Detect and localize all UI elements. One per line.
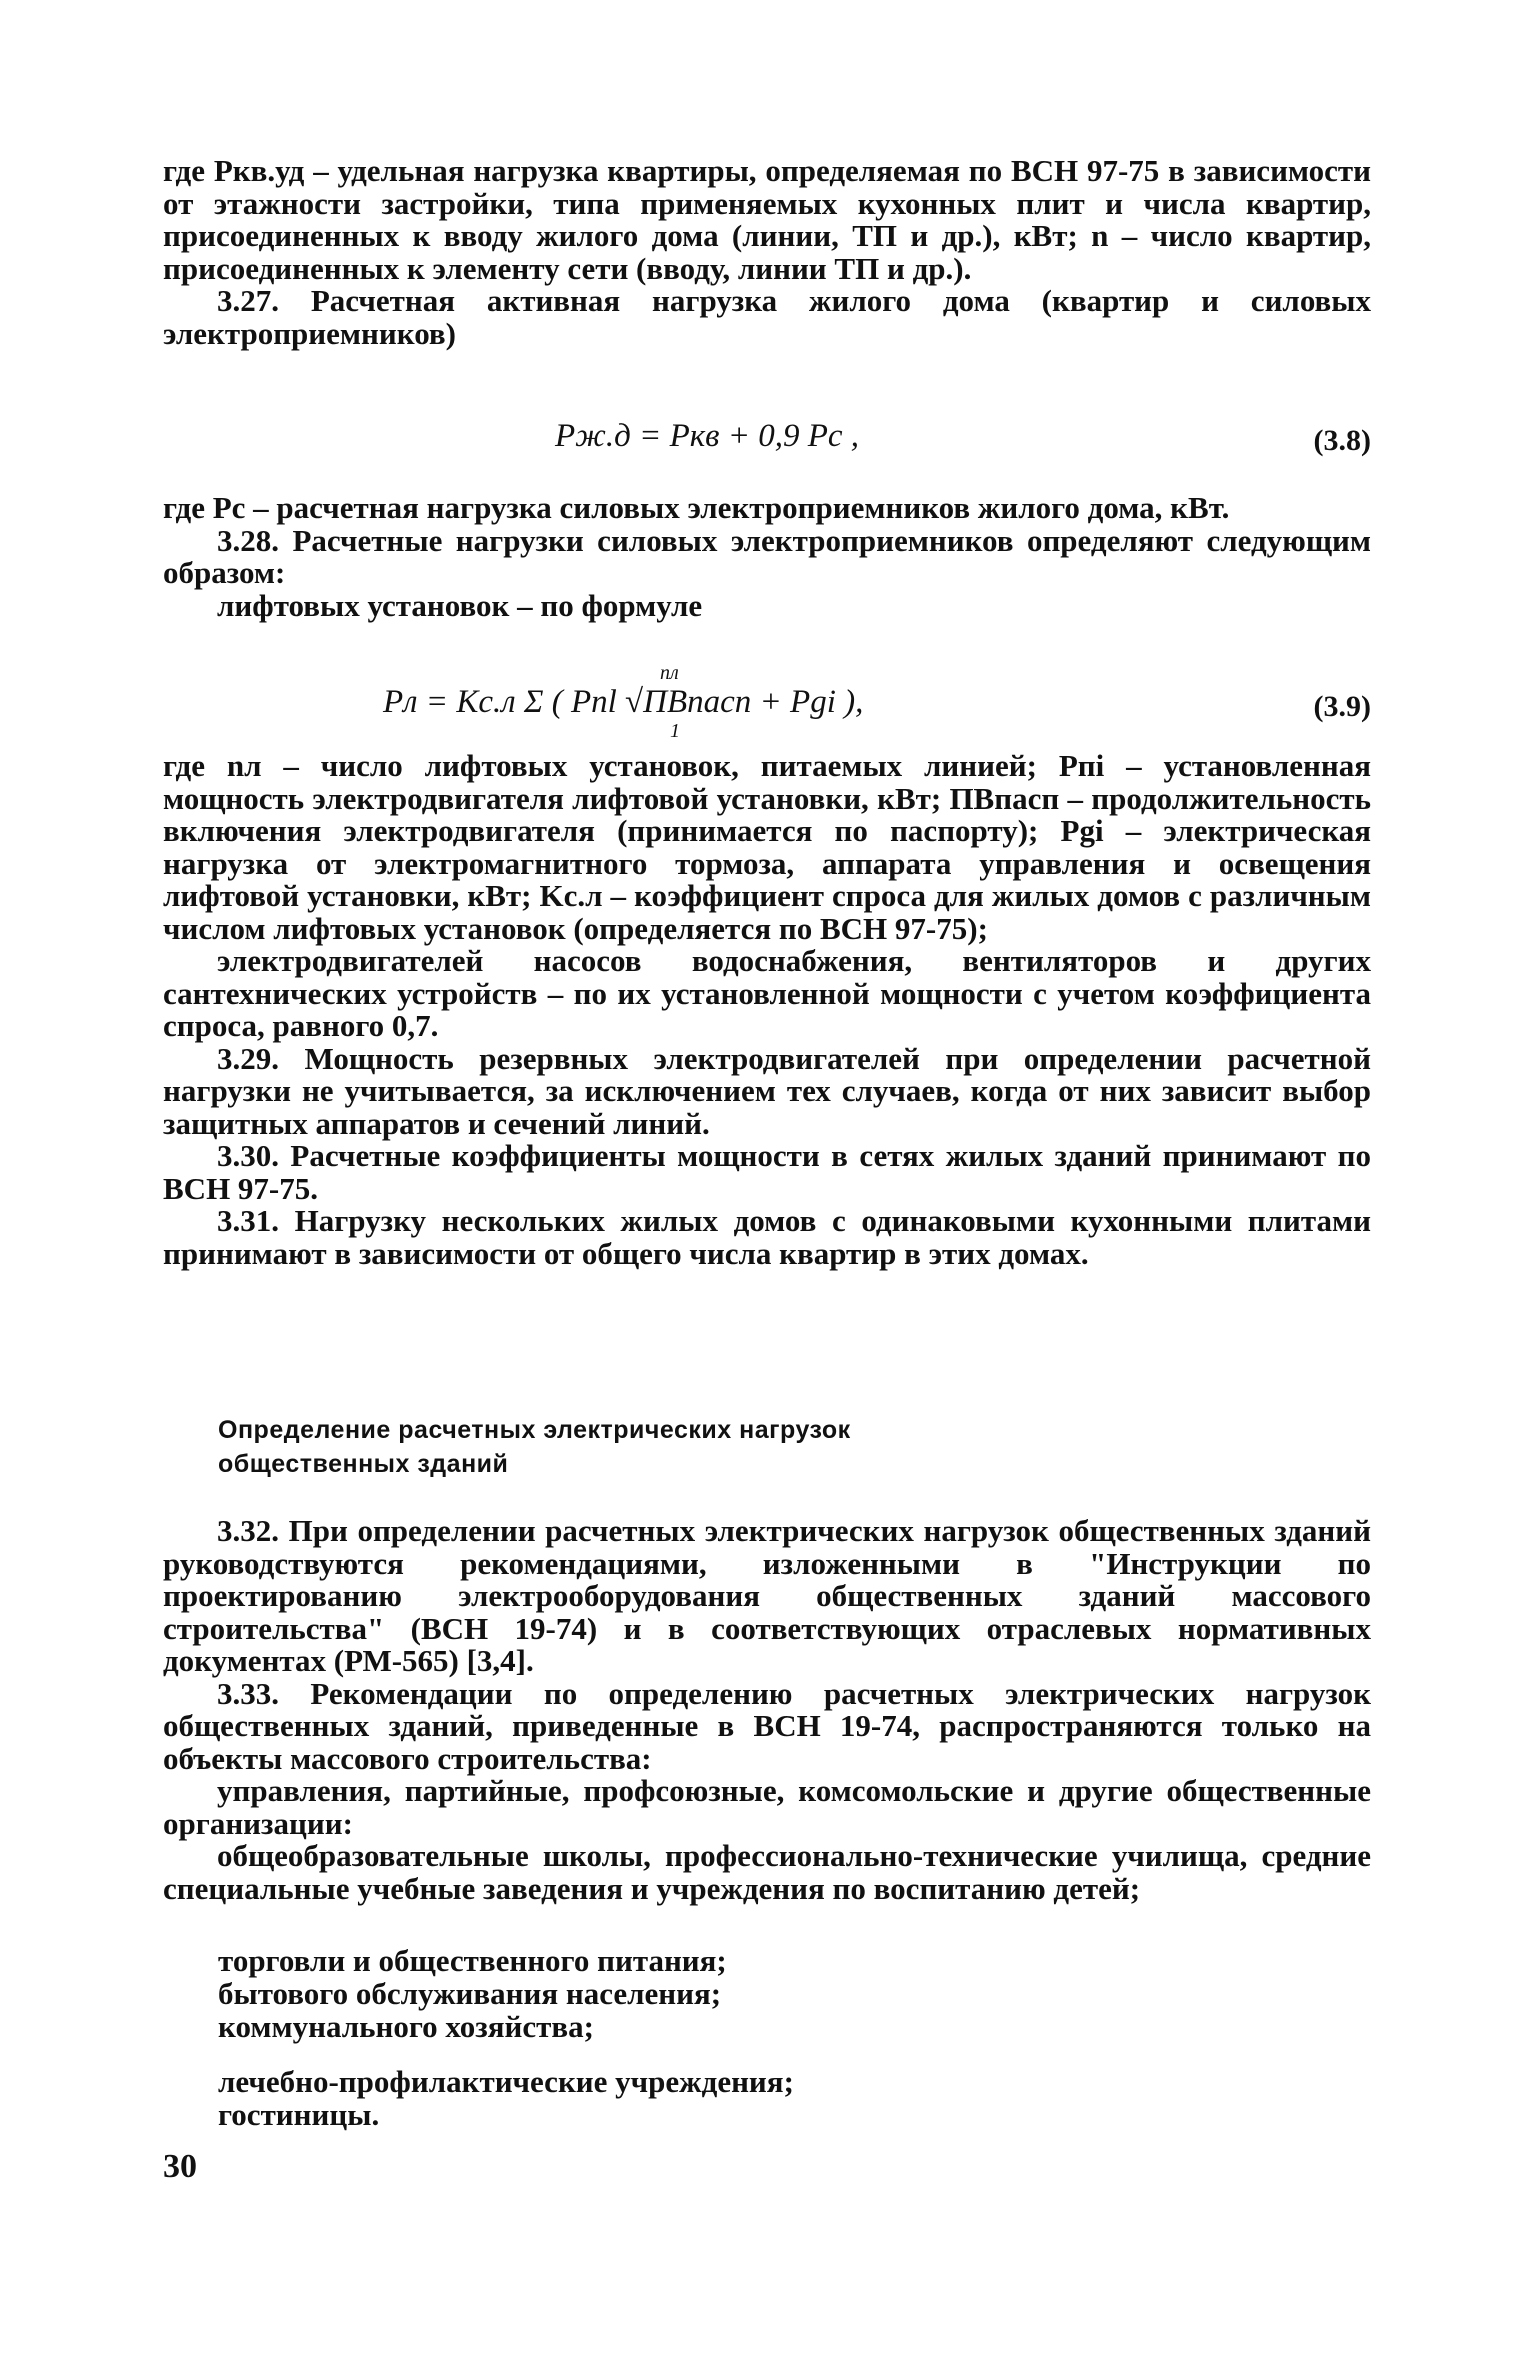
formula-3-8-row [163, 418, 1371, 478]
text-block-3 [163, 750, 1371, 1270]
list-item-trade: торговли и общественного питания; [218, 1943, 727, 1978]
section-heading [218, 1413, 1368, 1481]
formula-3-9-row [163, 662, 1371, 750]
sum-lower-limit: 1 [670, 720, 680, 742]
formula-3-8: Pж.д = Pкв + 0,9 Pс , [555, 418, 860, 454]
paragraph-3-32: 3.32. При определении расчетных электрических нагрузок общественных зданий руководствуются рекомендациями, изложенными в "Инструкции по проектированию электрооборудования общественных зданий массового строительства" (ВСН 19-74) и в соответствующих отраслевых нормативных документах (РМ-565) [3,4]. [163, 1513, 1371, 1678]
paragraph-3-33: 3.33. Рекомендации по определению расчетных электрических нагрузок общественных зданий, приведенные в ВСН 19-74, распространяются только на объекты массового строительства: [163, 1675, 1371, 1776]
page-number: 30 [163, 2148, 197, 2185]
text-block-2 [163, 492, 1371, 622]
equation-number-3-9: (3.9) [1313, 690, 1371, 723]
list-item-medical: лечебно-профилактические учреждения; [218, 2064, 794, 2099]
paragraph-organizations: управления, партийные, профсоюзные, комсомольские и другие общественные организации: [163, 1773, 1371, 1841]
paragraph-3-28: 3.28. Расчетные нагрузки силовых электроприемников определяют следующим образом: [163, 522, 1371, 590]
paragraph-3-30: 3.30. Расчетные коэффициенты мощности в сетях жилых зданий принимают по ВСН 97-75. [163, 1138, 1371, 1206]
section-heading-line-1: Определение расчетных электрических нагрузок [218, 1416, 851, 1444]
text-block-4 [163, 1515, 1371, 1905]
list-item-hotels: гостиницы. [218, 2097, 380, 2132]
section-heading-line-2: общественных зданий [218, 1450, 509, 1478]
paragraph-pc-definition: где Pс – расчетная нагрузка силовых электроприемников жилого дома, кВт. [163, 490, 1230, 525]
paragraph-3-27: 3.27. Расчетная активная нагрузка жилого дома (квартир и силовых электроприемников) [163, 283, 1371, 351]
list-item-communal: коммунального хозяйства; [218, 2009, 594, 2044]
paragraph-pumps: электродвигателей насосов водоснабжения, вентиляторов и других сантехнических устройств – по их установленной мощности с учетом коэффициента спроса, равного 0,7. [163, 943, 1371, 1043]
paragraph-3-29: 3.29. Мощность резервных электродвигателей при определении расчетной нагрузки не учитывается, за исключением тех случаев, когда от них зависит выбор защитных аппаратов и сечений линий. [163, 1040, 1371, 1141]
paragraph-pkv-definition: где Pкв.уд – удельная нагрузка квартиры, определяемая по ВСН 97-75 в зависимости от этажности застройки, типа применяемых кухонных плит и числа квартир, присоединенных к вводу жилого дома (линии, ТП и др.), кВт; n – число квартир, присоединенных к элементу сети (вводу, линии ТП и др.). [163, 153, 1371, 286]
formula-3-9: Pл = Kс.л Σ ( Pnl √ПВпасп + Pgi ), [383, 684, 864, 720]
paragraph-lift-variables: где nл – число лифтовых установок, питаемых линией; Pпi – установленная мощность электродвигателя лифтовой установки, кВт; ПВпасп – продолжительность включения электродвигателя (принимается по паспорту); Pgi – электрическая нагрузка от электромагнитного тормоза, аппарата управления и освещения лифтовой установки, кВт; Kс.л – коэффициент спроса для жилых домов с различным числом лифтовых установок (определяется по ВСН 97-75); [163, 748, 1371, 946]
text-block-1 [163, 155, 1371, 350]
paragraph-schools: общеобразовательные школы, профессионально-технические училища, средние специальные учебные заведения и учреждения по воспитанию детей; [163, 1838, 1371, 1906]
paragraph-lift-formula-intro: лифтовых установок – по формуле [217, 587, 703, 623]
equation-number-3-8: (3.8) [1313, 424, 1371, 457]
list-item-services: бытового обслуживания населения; [218, 1976, 722, 2011]
paragraph-3-31: 3.31. Нагрузку нескольких жилых домов с одинаковыми кухонными плитами принимают в зависимости от общего числа квартир в этих домах. [163, 1203, 1371, 1271]
sum-upper-limit: nл [660, 662, 679, 684]
